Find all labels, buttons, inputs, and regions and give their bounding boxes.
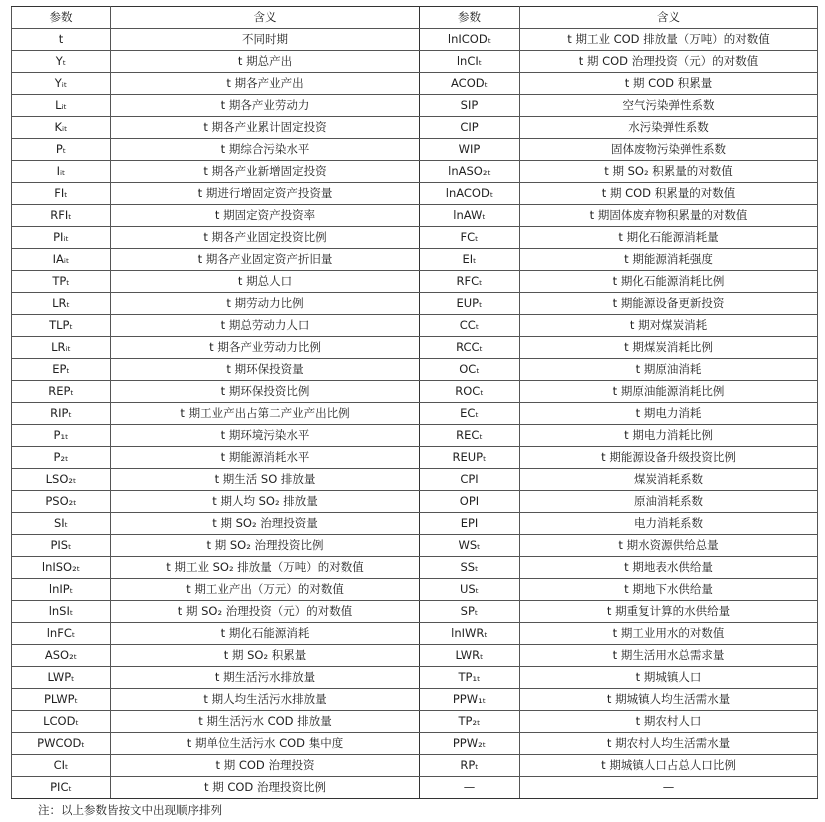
param-left-cell: P₂ₜ [12, 447, 111, 469]
table-row [12, 73, 818, 95]
param-left-cell: TLPₜ [12, 315, 111, 337]
meaning-right-cell: 电力消耗系数 [520, 513, 818, 535]
meaning-left-cell: t 期生活污水 COD 排放量 [111, 711, 420, 733]
meaning-left-cell: t 期环保投资量 [111, 359, 420, 381]
param-right-cell: PPW₁ₜ [420, 689, 520, 711]
meaning-right-cell: t 期 COD 治理投资（元）的对数值 [520, 51, 818, 73]
meaning-left-cell: t 期工业产出占第二产业产出比例 [111, 403, 420, 425]
meaning-right-cell: — [520, 777, 818, 799]
param-right-cell: TP₁ₜ [420, 667, 520, 689]
param-right-cell: CIP [420, 117, 520, 139]
table-row [12, 667, 818, 689]
param-left-cell: LSO₂ₜ [12, 469, 111, 491]
meaning-left-cell: t 期各产业产出 [111, 73, 420, 95]
table-row [12, 205, 818, 227]
meaning-right-cell: t 期城镇人口 [520, 667, 818, 689]
meaning-left-cell: t 期人均生活污水排放量 [111, 689, 420, 711]
meaning-left-cell: t 期环保投资比例 [111, 381, 420, 403]
table-row [12, 425, 818, 447]
meaning-right-cell: t 期生活用水总需求量 [520, 645, 818, 667]
meaning-left-cell: t 期总劳动力人口 [111, 315, 420, 337]
param-left-cell: LRᵢₜ [12, 337, 111, 359]
param-right-cell: FCₜ [420, 227, 520, 249]
table-header-row [12, 7, 818, 29]
meaning-left-cell: t 期 SO₂ 治理投资比例 [111, 535, 420, 557]
param-right-cell: CCₜ [420, 315, 520, 337]
param-left-cell: TPₜ [12, 271, 111, 293]
meaning-right-cell: t 期工业 COD 排放量（万吨）的对数值 [520, 29, 818, 51]
param-right-cell: SPₜ [420, 601, 520, 623]
table-row [12, 139, 818, 161]
table-body [12, 29, 818, 799]
meaning-right-cell: t 期农村人均生活需水量 [520, 733, 818, 755]
param-left-cell: Yₜ [12, 51, 111, 73]
meaning-right-cell: t 期工业用水的对数值 [520, 623, 818, 645]
meaning-left-cell: t 期 COD 治理投资比例 [111, 777, 420, 799]
header-meaning-left: 含义 [111, 7, 420, 29]
table-note: 注：以上参数皆按文中出现顺序排列 [38, 803, 222, 817]
meaning-left-cell: t 期 SO₂ 治理投资量 [111, 513, 420, 535]
table-row [12, 381, 818, 403]
meaning-right-cell: 煤炭消耗系数 [520, 469, 818, 491]
meaning-left-cell: t 期总产出 [111, 51, 420, 73]
meaning-left-cell: t 期各产业劳动力比例 [111, 337, 420, 359]
meaning-left-cell: t 期各产业新增固定投资 [111, 161, 420, 183]
meaning-left-cell: t 期 COD 治理投资 [111, 755, 420, 777]
table-row [12, 117, 818, 139]
meaning-right-cell: t 期原油能源消耗比例 [520, 381, 818, 403]
param-left-cell: ASO₂ₜ [12, 645, 111, 667]
param-right-cell: EPI [420, 513, 520, 535]
table-row [12, 623, 818, 645]
meaning-left-cell: t 期工业 SO₂ 排放量（万吨）的对数值 [111, 557, 420, 579]
meaning-right-cell: t 期电力消耗 [520, 403, 818, 425]
param-left-cell: Pₜ [12, 139, 111, 161]
meaning-right-cell: t 期农村人口 [520, 711, 818, 733]
param-left-cell: lnFCₜ [12, 623, 111, 645]
header-parameter-left: 参数 [12, 7, 111, 29]
param-left-cell: LRₜ [12, 293, 111, 315]
meaning-right-cell: t 期地表水供给量 [520, 557, 818, 579]
meaning-right-cell: t 期能源设备升级投资比例 [520, 447, 818, 469]
table-row [12, 249, 818, 271]
meaning-left-cell: t 期各产业固定投资比例 [111, 227, 420, 249]
parameter-table [11, 6, 818, 799]
param-right-cell: EIₜ [420, 249, 520, 271]
param-left-cell: REPₜ [12, 381, 111, 403]
param-left-cell: LCODₜ [12, 711, 111, 733]
param-left-cell: PSO₂ₜ [12, 491, 111, 513]
param-right-cell: SIP [420, 95, 520, 117]
meaning-right-cell: t 期化石能源消耗比例 [520, 271, 818, 293]
meaning-left-cell: t 期综合污染水平 [111, 139, 420, 161]
table-row [12, 689, 818, 711]
table-row [12, 711, 818, 733]
param-right-cell: RFCₜ [420, 271, 520, 293]
table-row [12, 359, 818, 381]
param-right-cell: TP₂ₜ [420, 711, 520, 733]
meaning-right-cell: t 期地下水供给量 [520, 579, 818, 601]
param-left-cell: Kᵢₜ [12, 117, 111, 139]
meaning-left-cell: t 期 SO₂ 治理投资（元）的对数值 [111, 601, 420, 623]
param-left-cell: CIₜ [12, 755, 111, 777]
table-row [12, 51, 818, 73]
table-row [12, 601, 818, 623]
table-row [12, 227, 818, 249]
table-row [12, 755, 818, 777]
meaning-right-cell: 固体废物污染弹性系数 [520, 139, 818, 161]
table-row [12, 513, 818, 535]
param-left-cell: EPₜ [12, 359, 111, 381]
param-right-cell: ACODₜ [420, 73, 520, 95]
param-left-cell: PICₜ [12, 777, 111, 799]
param-left-cell: SIₜ [12, 513, 111, 535]
meaning-right-cell: t 期能源消耗强度 [520, 249, 818, 271]
param-right-cell: RPₜ [420, 755, 520, 777]
table-row [12, 579, 818, 601]
param-right-cell: ROCₜ [420, 381, 520, 403]
param-left-cell: RFIₜ [12, 205, 111, 227]
meaning-left-cell: t 期生活污水排放量 [111, 667, 420, 689]
param-left-cell: Lᵢₜ [12, 95, 111, 117]
meaning-right-cell: 水污染弹性系数 [520, 117, 818, 139]
param-left-cell: PISₜ [12, 535, 111, 557]
meaning-right-cell: t 期城镇人口占总人口比例 [520, 755, 818, 777]
param-right-cell: OPI [420, 491, 520, 513]
meaning-left-cell: 不同时期 [111, 29, 420, 51]
param-right-cell: LWRₜ [420, 645, 520, 667]
param-right-cell: lnACODₜ [420, 183, 520, 205]
param-left-cell: PLWPₜ [12, 689, 111, 711]
table-row [12, 293, 818, 315]
param-left-cell: PIᵢₜ [12, 227, 111, 249]
meaning-left-cell: t 期单位生活污水 COD 集中度 [111, 733, 420, 755]
meaning-left-cell: t 期各产业累计固定投资 [111, 117, 420, 139]
meaning-right-cell: t 期固体废弃物积累量的对数值 [520, 205, 818, 227]
param-right-cell: lnASO₂ₜ [420, 161, 520, 183]
table-row [12, 29, 818, 51]
table-row [12, 491, 818, 513]
meaning-left-cell: t 期总人口 [111, 271, 420, 293]
header-parameter-right: 参数 [420, 7, 520, 29]
param-left-cell: LWPₜ [12, 667, 111, 689]
table-row [12, 95, 818, 117]
param-left-cell: RIPₜ [12, 403, 111, 425]
meaning-left-cell: t 期人均 SO₂ 排放量 [111, 491, 420, 513]
meaning-left-cell: t 期各产业劳动力 [111, 95, 420, 117]
table-row [12, 337, 818, 359]
meaning-right-cell: t 期重复计算的水供给量 [520, 601, 818, 623]
param-right-cell: PPW₂ₜ [420, 733, 520, 755]
param-left-cell: PWCODₜ [12, 733, 111, 755]
table-row [12, 447, 818, 469]
meaning-left-cell: t 期环境污染水平 [111, 425, 420, 447]
meaning-left-cell: t 期工业产出（万元）的对数值 [111, 579, 420, 601]
param-right-cell: REUPₜ [420, 447, 520, 469]
table-row [12, 315, 818, 337]
param-right-cell: WSₜ [420, 535, 520, 557]
param-right-cell: — [420, 777, 520, 799]
param-right-cell: SSₜ [420, 557, 520, 579]
meaning-right-cell: t 期化石能源消耗量 [520, 227, 818, 249]
table-row [12, 535, 818, 557]
meaning-left-cell: t 期各产业固定资产折旧量 [111, 249, 420, 271]
meaning-left-cell: t 期固定资产投资率 [111, 205, 420, 227]
table-row [12, 777, 818, 799]
table-row [12, 183, 818, 205]
table-row [12, 469, 818, 491]
param-right-cell: USₜ [420, 579, 520, 601]
meaning-left-cell: t 期 SO₂ 积累量 [111, 645, 420, 667]
meaning-right-cell: 原油消耗系数 [520, 491, 818, 513]
table-row [12, 733, 818, 755]
meaning-right-cell: t 期水资源供给总量 [520, 535, 818, 557]
param-right-cell: lnIWRₜ [420, 623, 520, 645]
param-left-cell: t [12, 29, 111, 51]
meaning-left-cell: t 期能源消耗水平 [111, 447, 420, 469]
meaning-right-cell: t 期 SO₂ 积累量的对数值 [520, 161, 818, 183]
param-left-cell: Iᵢₜ [12, 161, 111, 183]
param-left-cell: P₁ₜ [12, 425, 111, 447]
param-right-cell: RCCₜ [420, 337, 520, 359]
param-right-cell: WIP [420, 139, 520, 161]
meaning-left-cell: t 期化石能源消耗 [111, 623, 420, 645]
param-right-cell: RECₜ [420, 425, 520, 447]
header-meaning-right: 含义 [520, 7, 818, 29]
meaning-right-cell: t 期城镇人均生活需水量 [520, 689, 818, 711]
meaning-left-cell: t 期劳动力比例 [111, 293, 420, 315]
meaning-left-cell: t 期进行增固定资产投资量 [111, 183, 420, 205]
table-row [12, 557, 818, 579]
table-row [12, 271, 818, 293]
param-right-cell: OCₜ [420, 359, 520, 381]
param-right-cell: lnICODₜ [420, 29, 520, 51]
param-left-cell: lnSIₜ [12, 601, 111, 623]
param-right-cell: lnAWₜ [420, 205, 520, 227]
param-left-cell: FIₜ [12, 183, 111, 205]
meaning-right-cell: 空气污染弹性系数 [520, 95, 818, 117]
meaning-right-cell: t 期 COD 积累量 [520, 73, 818, 95]
meaning-right-cell: t 期电力消耗比例 [520, 425, 818, 447]
meaning-right-cell: t 期煤炭消耗比例 [520, 337, 818, 359]
meaning-right-cell: t 期原油消耗 [520, 359, 818, 381]
param-left-cell: IAᵢₜ [12, 249, 111, 271]
meaning-left-cell: t 期生活 SO 排放量 [111, 469, 420, 491]
table-row [12, 161, 818, 183]
param-left-cell: lnIPₜ [12, 579, 111, 601]
param-right-cell: EUPₜ [420, 293, 520, 315]
param-left-cell: Yᵢₜ [12, 73, 111, 95]
parameter-table-container [11, 6, 817, 799]
meaning-right-cell: t 期能源设备更新投资 [520, 293, 818, 315]
param-right-cell: ECₜ [420, 403, 520, 425]
meaning-right-cell: t 期对煤炭消耗 [520, 315, 818, 337]
param-right-cell: lnCIₜ [420, 51, 520, 73]
meaning-right-cell: t 期 COD 积累量的对数值 [520, 183, 818, 205]
param-right-cell: CPI [420, 469, 520, 491]
table-row [12, 403, 818, 425]
table-row [12, 645, 818, 667]
param-left-cell: lnISO₂ₜ [12, 557, 111, 579]
